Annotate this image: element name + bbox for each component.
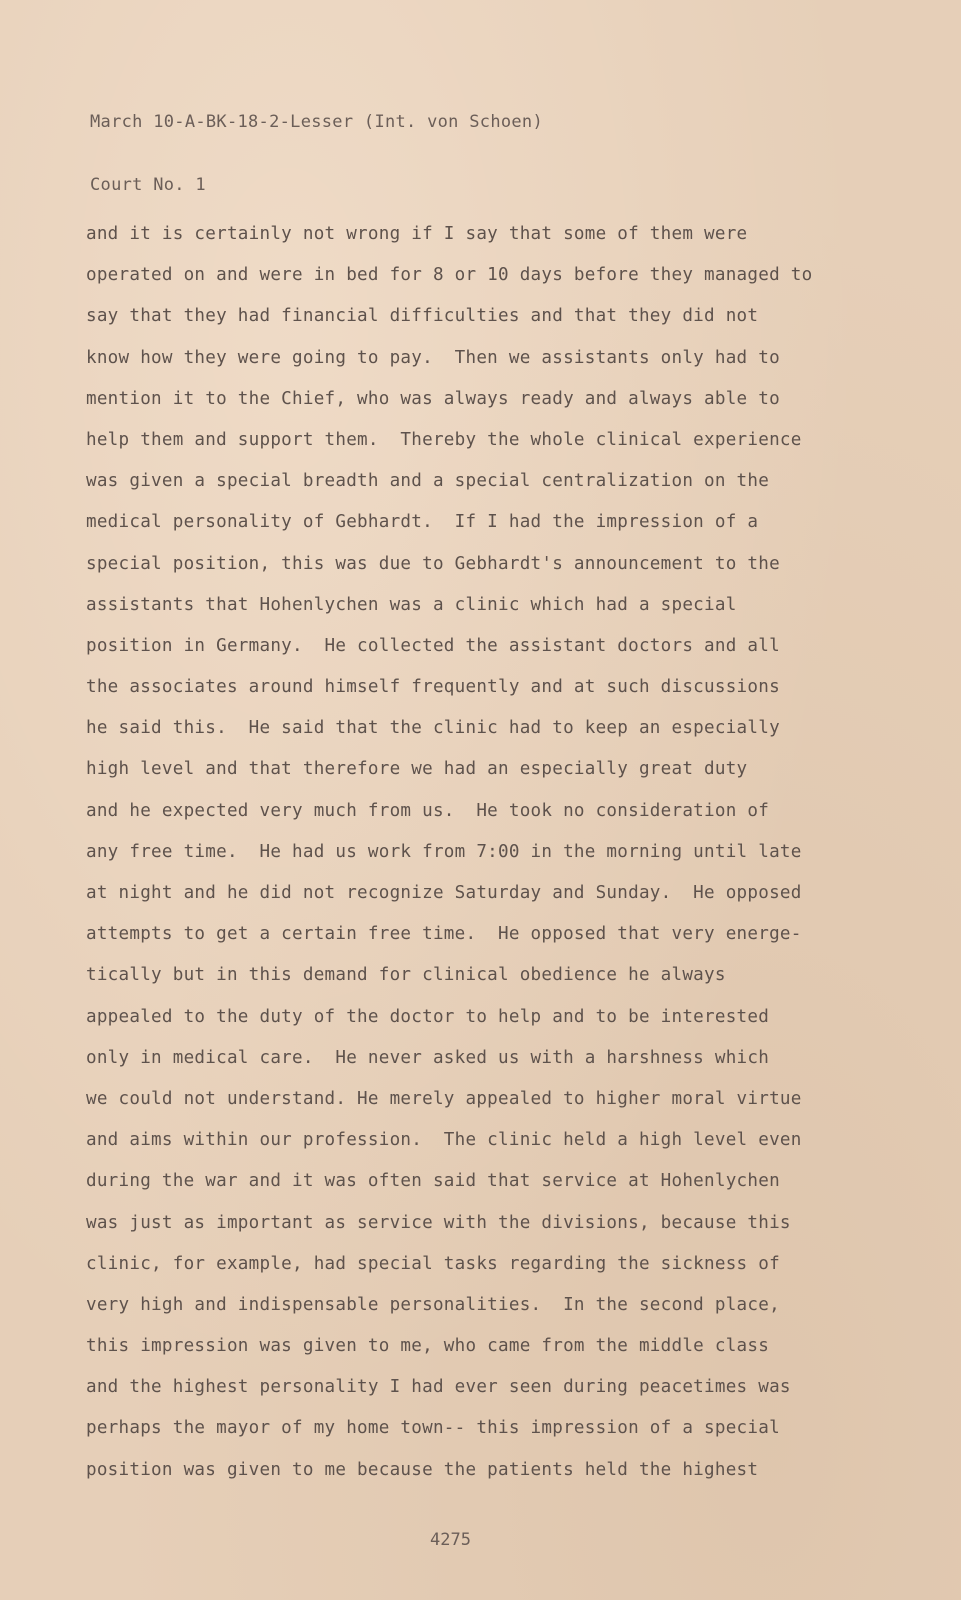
transcript-line: the associates around himself frequently and at such discussions: [86, 677, 780, 698]
transcript-line: position in Germany. He collected the assistant doctors and all: [86, 635, 780, 656]
transcript-line: and aims within our profession. The clinic held a high level even: [86, 1130, 802, 1151]
transcript-line: any free time. He had us work from 7:00 in the morning until late: [86, 841, 802, 862]
header-reference-line: March 10-A-BK-18-2-Lesser (Int. von Schoen): [90, 112, 543, 132]
transcript-line: was just as important as service with the divisions, because this: [86, 1212, 791, 1233]
transcript-line: this impression was given to me, who came from the middle class: [86, 1336, 770, 1357]
transcript-line: attempts to get a certain free time. He opposed that very energe-: [86, 924, 802, 945]
transcript-line: at night and he did not recognize Saturday and Sunday. He opposed: [86, 883, 802, 903]
transcript-line: during the war and it was often said that service at Hohenlychen: [86, 1171, 780, 1192]
document-header: [90, 70, 543, 238]
transcript-line: and the highest personality I had ever seen during peacetimes was: [86, 1377, 791, 1398]
transcript-line: only in medical care. He never asked us with a harshness which: [86, 1047, 770, 1068]
transcript-line: medical personality of Gebhardt. If I had the impression of a: [86, 512, 759, 533]
transcript-line: he said this. He said that the clinic had to keep an especially: [86, 718, 780, 739]
transcript-line: appealed to the duty of the doctor to help and to be interested: [86, 1006, 770, 1027]
transcript-line: tically but in this demand for clinical obedience he always: [86, 965, 726, 986]
transcript-line: and he expected very much from us. He took no consideration of: [86, 800, 770, 821]
transcript-line: very high and indispensable personalities. In the second place,: [86, 1294, 780, 1315]
transcript-line: assistants that Hohenlychen was a clinic which had a special: [86, 594, 737, 615]
transcript-line: high level and that therefore we had an especially great duty: [86, 759, 748, 780]
transcript-line: position was given to me because the patients held the highest: [86, 1459, 759, 1480]
transcript-line: perhaps the mayor of my home town-- this impression of a special: [86, 1418, 780, 1439]
transcript-line: mention it to the Chief, who was always ready and always able to: [86, 388, 780, 409]
transcript-body: [86, 214, 906, 1491]
transcript-line: help them and support them. Thereby the whole clinical experience: [86, 429, 802, 450]
page-number: 4275: [430, 1530, 471, 1550]
transcript-line: and it is certainly not wrong if I say that some of them were: [86, 224, 748, 244]
transcript-line: special position, this was due to Gebhardt's announcement to the: [86, 553, 780, 574]
transcript-line: operated on and were in bed for 8 or 10 days before they managed to: [86, 265, 813, 286]
transcript-line: clinic, for example, had special tasks regarding the sickness of: [86, 1253, 780, 1274]
transcript-line: know how they were going to pay. Then we assistants only had to: [86, 347, 780, 368]
transcript-line: say that they had financial difficulties and that they did not: [86, 306, 759, 327]
header-court-line: Court No. 1: [90, 175, 206, 195]
transcript-line: was given a special breadth and a special centralization on the: [86, 471, 770, 492]
transcript-line: we could not understand. He merely appealed to higher moral virtue: [86, 1088, 802, 1109]
